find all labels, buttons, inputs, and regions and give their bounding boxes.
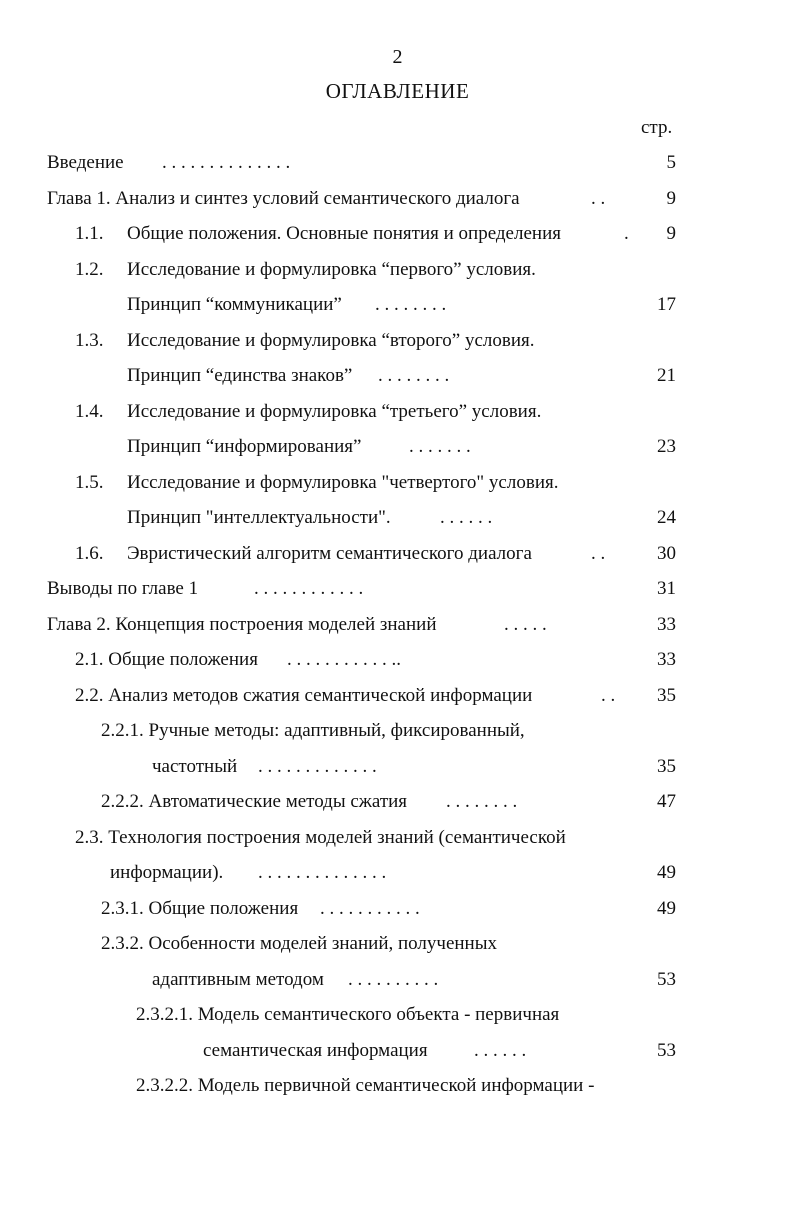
toc-leader-dots: . . . . . (504, 614, 547, 635)
toc-entry (0, 148, 795, 178)
toc-entry-text: 2.3.2.2. Модель первичной семантической информации - (136, 1075, 595, 1096)
toc-entry (0, 184, 795, 214)
toc-entry (0, 929, 795, 959)
toc-entry-text: 2.2.1. Ручные методы: адаптивный, фиксированный, (101, 720, 525, 741)
toc-entry-page: 24 (657, 507, 676, 528)
toc-entry (0, 255, 795, 285)
toc-leader-dots: . . . . . . (440, 507, 493, 528)
toc-entry (0, 290, 795, 320)
toc-leader-dots: . . . . . . . (409, 436, 471, 457)
toc-entry-text: Исследование и формулировка “второго” условия. (127, 330, 535, 351)
toc-entry-text: Введение (47, 152, 124, 173)
toc-entry-text: Принцип “информирования” (127, 436, 362, 457)
toc-entry-text: частотный (152, 756, 238, 777)
toc-leader-dots: . . . . . . . . . . . . . . (162, 152, 291, 173)
toc-entry-page: 35 (657, 685, 676, 706)
toc-entry-number: 1.4. (75, 401, 104, 422)
toc-entry (0, 432, 795, 462)
toc-entry (0, 858, 795, 888)
toc-entry-text: 2.1. Общие положения (75, 649, 258, 670)
toc-entry (0, 397, 795, 427)
toc-entry (0, 468, 795, 498)
toc-leader-dots: . . . . . . . . . . . .. (287, 649, 401, 670)
toc-entry-page: 23 (657, 436, 676, 457)
toc-entry-page: 30 (657, 543, 676, 564)
toc-entry (0, 716, 795, 746)
toc-entry-text: 2.2.2. Автоматические методы сжатия (101, 791, 408, 812)
toc-entry-number: 1.2. (75, 259, 104, 280)
toc-entry-page: 5 (666, 152, 676, 173)
toc-entry (0, 787, 795, 817)
toc-entry (0, 219, 795, 249)
toc-entry-text: семантическая информация (203, 1040, 428, 1061)
toc-entry-number: 1.5. (75, 472, 104, 493)
toc-leader-dots: . . (601, 685, 616, 706)
toc-entry (0, 681, 795, 711)
toc-entry-page: 53 (657, 969, 676, 990)
toc-leader-dots: . . . . . . . . . . . . . . (258, 862, 387, 883)
toc-entry (0, 894, 795, 924)
toc-entry-number: 1.6. (75, 543, 104, 564)
toc-entry (0, 965, 795, 995)
toc-title: ОГЛАВЛЕНИЕ (325, 79, 470, 103)
toc-entry-text: Эвристический алгоритм семантического диалога (127, 543, 532, 564)
toc-leader-dots: . . . . . . . . . . . . . (258, 756, 377, 777)
toc-entry-text: Исследование и формулировка “первого” условия. (127, 259, 536, 280)
toc-entry-text: Принцип “единства знаков” (127, 365, 353, 386)
toc-entry-text: адаптивным методом (152, 969, 324, 990)
toc-entry-text: Выводы по главе 1 (47, 578, 199, 599)
toc-entry (0, 574, 795, 604)
toc-entry-page: 47 (657, 791, 676, 812)
toc-entry-text: Глава 1. Анализ и синтез условий семантического диалога (47, 188, 520, 209)
toc-entry (0, 503, 795, 533)
toc-leader-dots: . . . . . . . . . . . (320, 898, 420, 919)
toc-entry-page: 33 (657, 649, 676, 670)
toc-entry-number: 1.1. (75, 223, 104, 244)
toc-entry-text: 2.3. Технология построения моделей знаний (семантической (75, 827, 566, 848)
toc-entry-text: 2.3.2.1. Модель семантического объекта - первичная (136, 1004, 560, 1025)
toc-entry-text: Принцип “коммуникации” (127, 294, 342, 315)
toc-leader-dots: . . . . . . . . . . . . (254, 578, 364, 599)
toc-leader-dots: . (624, 223, 629, 244)
toc-leader-dots: . . . . . . (474, 1040, 527, 1061)
toc-entry-page: 9 (666, 223, 676, 244)
toc-entry-text: Глава 2. Концепция построения моделей знаний (47, 614, 437, 635)
toc-entry (0, 610, 795, 640)
page-number: 2 (392, 46, 403, 68)
toc-entry-page: 17 (657, 294, 676, 315)
toc-entry-page: 53 (657, 1040, 676, 1061)
toc-leader-dots: . . (591, 188, 606, 209)
toc-entry-text: Исследование и формулировка "четвертого" условия. (127, 472, 559, 493)
toc-entry-text: 2.2. Анализ методов сжатия семантической информации (75, 685, 533, 706)
toc-entry-page: 21 (657, 365, 676, 386)
toc-entry (0, 1000, 795, 1030)
toc-entry (0, 752, 795, 782)
toc-entry-page: 9 (666, 188, 676, 209)
toc-leader-dots: . . . . . . . . . . (348, 969, 439, 990)
toc-leader-dots: . . . . . . . . (446, 791, 518, 812)
page-column-label: стр. (641, 117, 673, 138)
toc-entry-text: 2.3.1. Общие положения (101, 898, 299, 919)
toc-entry-page: 35 (657, 756, 676, 777)
toc-entry (0, 823, 795, 853)
toc-entry-text: Принцип "интеллектуальности". (127, 507, 391, 528)
toc-entry-page: 33 (657, 614, 676, 635)
toc-leader-dots: . . (591, 543, 606, 564)
toc-entry (0, 539, 795, 569)
toc-entry-number: 1.3. (75, 330, 104, 351)
toc-entry (0, 361, 795, 391)
toc-entry (0, 645, 795, 675)
toc-entry (0, 1036, 795, 1066)
toc-entry-text: информации). (110, 862, 224, 883)
toc-entry-page: 49 (657, 862, 676, 883)
toc-entry-text: 2.3.2. Особенности моделей знаний, полученных (101, 933, 497, 954)
toc-entry-page: 49 (657, 898, 676, 919)
toc-leader-dots: . . . . . . . . (375, 294, 447, 315)
toc-entry (0, 326, 795, 356)
toc-entry-text: Исследование и формулировка “третьего” условия. (127, 401, 542, 422)
toc-entry-page: 31 (657, 578, 676, 599)
toc-leader-dots: . . . . . . . . (378, 365, 450, 386)
toc-entry-text: Общие положения. Основные понятия и определения (127, 223, 561, 244)
toc-entry (0, 1071, 795, 1101)
